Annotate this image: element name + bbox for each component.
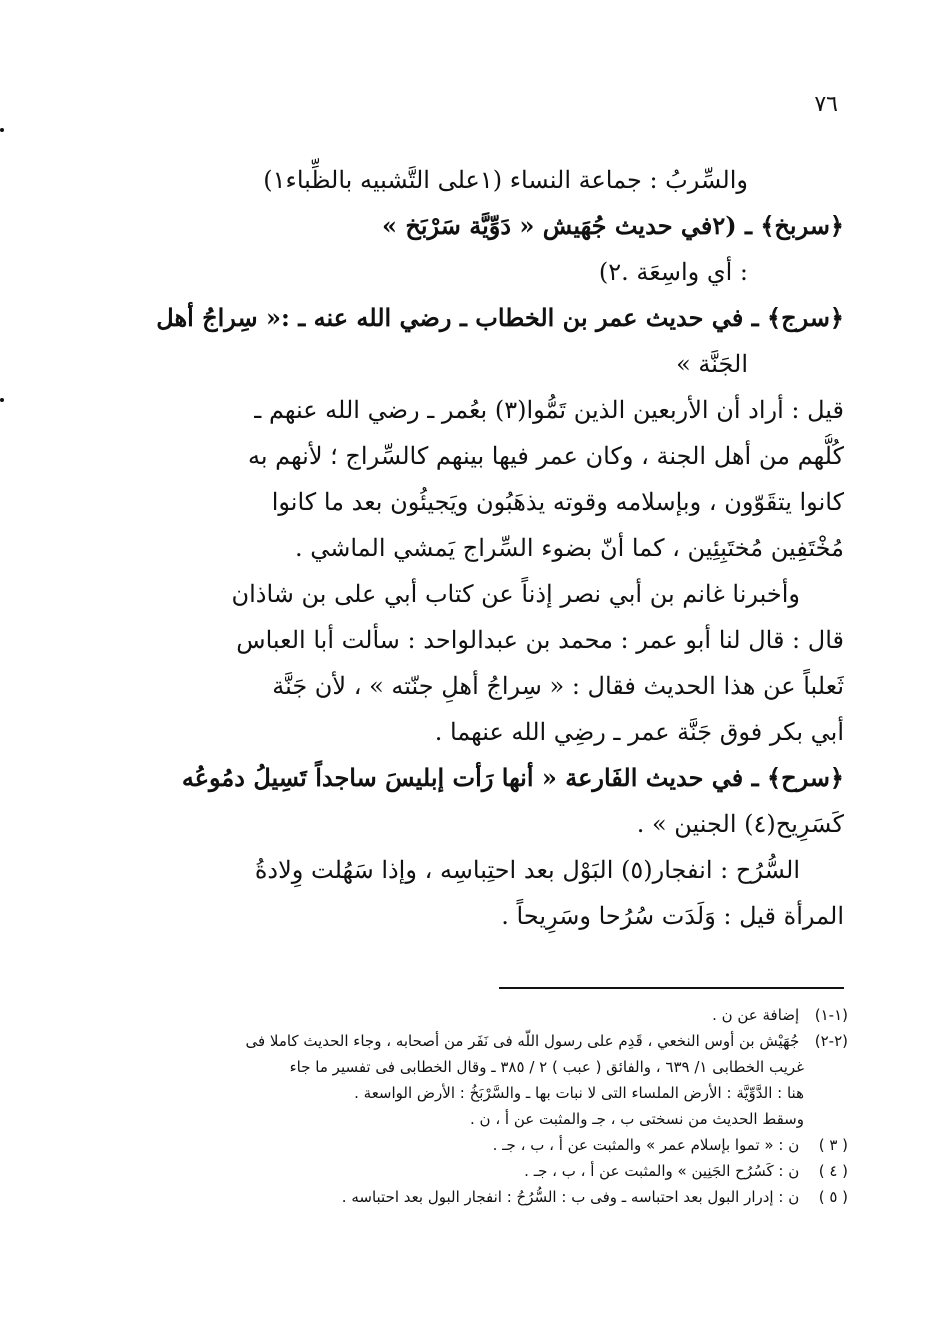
footnotes	[78, 1002, 848, 1210]
footnote-1	[78, 1002, 848, 1028]
footnote-text: ن : إدرار البول بعد احتباسه ـ وفى ب : السُّرُحُ : انفجار البول بعد احتباسه .	[341, 1188, 800, 1206]
footnote-number: (١-١)	[814, 1006, 848, 1024]
footnote-number: ( ٤ )	[818, 1162, 848, 1180]
page-number: ٧٦	[814, 92, 838, 117]
footnote-text: إضافة عن ن .	[712, 1006, 800, 1024]
text-line: الجَنَّة »	[676, 350, 748, 378]
text-line: كُلُّهم من أهل الجنة ، وكان عمر فيها بينهم كالسِّراج ؛ لأنهم به	[247, 442, 844, 470]
text-line: : أي واسِعَة .٢)	[598, 258, 748, 286]
text-line: أبي بكر فوق جَنَّة عمر ـ رضِي الله عنهما .	[434, 718, 844, 746]
footnote-text: جُهَيْش بن أوس النخعي ، قَدِم على رسول اللّه فى نَفَر من أصحابه ، وجاء الحديث كاملا فى	[245, 1032, 800, 1050]
footnote-number: (٢-٢)	[814, 1032, 848, 1050]
entry-line-saraj: ﴿سرج﴾ ـ في حديث عمر بن الخطاب ـ رضي الله عنه ـ :« سِراجُ أهل	[156, 303, 844, 332]
footnote-4	[78, 1158, 848, 1184]
footnote-3	[78, 1132, 848, 1158]
entry-line-sarbakh: ﴿سربخ﴾ ـ (٢في حديث جُهَيش « دَوِّيَّة سَرْبَخ »	[381, 211, 844, 240]
text-line: وأخبرنا غانم بن أبي نصر إذناً عن كتاب أبي على بن شاذان	[231, 580, 800, 608]
margin-mark	[0, 128, 4, 132]
text-line: والسِّربُ : جماعة النساء (١على التَّشبيه بالظِّباء١)	[263, 166, 748, 194]
text-line: كَسَرِيح(٤) الجنين » .	[636, 810, 844, 838]
text-line: السُّرُح : انفجار(٥) البَوْل بعد احتِباسِه ، وإذا سَهُلت وِلادةُ	[254, 856, 800, 884]
footnote-separator	[499, 987, 844, 989]
text-line: قيل : أراد أن الأربعين الذين تَمُّوا(٣) بعُمر ـ رضي الله عنهم ـ	[254, 396, 844, 424]
text-line: قال : قال لنا أبو عمر : محمد بن عبدالواحد : سألت أبا العباس	[236, 626, 844, 654]
entry-line-sarah: ﴿سرح﴾ ـ في حديث الفَارعة « أنها رَأت إبليسَ ساجداً تَسِيلُ دمُوعُه	[181, 763, 844, 792]
footnote-number: ( ٣ )	[818, 1136, 848, 1154]
text-line: ثَعلباً عن هذا الحديث فقال : « سِراجُ أهلِ جنّته » ، لأن جَنَّة	[272, 672, 844, 700]
main-text	[92, 158, 844, 940]
footnote-2-continued: هنا : الدَّوِّيَّة : الأرض الملساء التى لا نبات بها ـ والسَّرْبَخُ : الأرض الواسعة .	[354, 1084, 804, 1102]
footnote-5	[78, 1184, 848, 1210]
text-line: كانوا يتقَوّون ، وبإسلامه وقوته يذهَبُون ويَجيئُون بعد ما كانوا	[271, 488, 844, 516]
footnote-2	[78, 1028, 848, 1054]
footnote-number: ( ٥ )	[818, 1188, 848, 1206]
footnote-2-continued: غريب الخطابى ١/ ٦٣٩ ، والفائق ( عبب ) ٢ / ٣٨٥ ـ وقال الخطابى فى تفسير ما جاء	[289, 1058, 804, 1076]
margin-mark	[0, 398, 4, 402]
footnote-text: ن : كَسُرُح الجَنِين » والمثبت عن أ ، ب ، جـ .	[524, 1162, 800, 1180]
footnote-text: ن : « تموا بإسلام عمر » والمثبت عن أ ، ب ، جـ .	[492, 1136, 800, 1154]
text-line: المرأة قيل : وَلَدَت سُرُحا وسَرِيحاً .	[501, 902, 844, 930]
text-line: مُخْتَفِين مُختَبِئِين ، كما أنّ بضوء السِّراج يَمشي الماشي .	[295, 534, 844, 562]
footnote-2-continued: وسقط الحديث من نسختى ب ، جـ والمثبت عن أ ، ن .	[470, 1110, 804, 1128]
